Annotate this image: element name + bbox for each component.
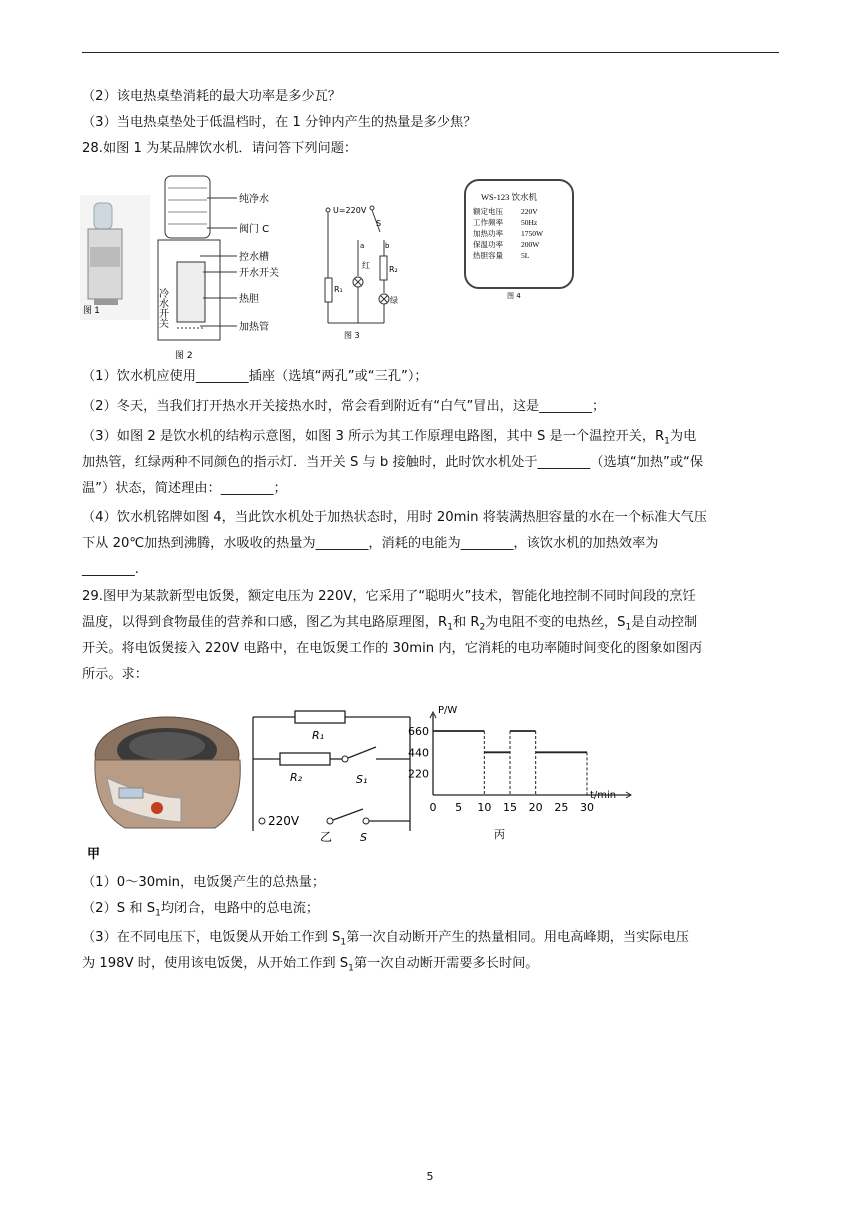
fig2-caption: 图 2 [175,351,193,361]
dispenser-circuit-diagram [322,198,407,343]
chart-caption: 丙 [494,828,505,841]
fig3-contact-a: a [360,242,365,250]
q28-part3-line3: 温”）状态，简述理由：________； [82,481,287,496]
q29-stem-line2: 温度，以得到食物最佳的营养和口感，图乙为其电路原理图，$R_1$和 $R_2$为电阻不变的电热丝，$S_1$是自动控制 [82,615,698,633]
nameplate-panel [463,178,575,300]
nameplate-value: 50Hz [521,218,538,227]
q28-part2: （2）冬天，当我们打开热水开关接热水时，常会看到附近有“白气”冒出，这是________； [82,399,606,414]
y-tick-label: 440 [408,746,429,760]
fig3-caption: 图 3 [344,331,360,340]
fig2-label-valve: 阀门 C [239,224,270,235]
fig2-label-heater: 热胆 [239,294,259,305]
yi-caption: 乙 [320,830,333,843]
yi-s: S [360,831,367,843]
q27-part2: （2）该电热桌垫消耗的最大功率是多少瓦？ [82,89,341,104]
chart-xlabel: t/min [590,790,617,801]
nameplate-value: 5L [521,251,530,260]
page-number: 5 [426,1170,434,1183]
q29-stem-line1: 29.图甲为某款新型电饭煲，额定电压为 220V，它采用了“聪明火”技术，智能化地控制不同时间段的烹饪 [82,589,696,604]
fig3-red: 红 [362,261,370,270]
q29-stem-line4: 所示。求： [82,667,148,682]
q28-part1: （1）饮水机应使用________插座（选填“两孔”或“三孔”）； [82,369,428,384]
q29-part2: （2）S 和 $S_1$均闭合，电路中的总电流； [82,901,320,919]
q29-stem-line3: 开关。将电饭煲接入 220V 电路中，在电饭煲工作的 30min 内，它消耗的电功率随时间变化的图象如图丙 [82,641,703,656]
nameplate-key: 工作频率 [473,218,503,227]
dispenser-structure-diagram [155,170,305,365]
fig2-label-water: 纯净水 [239,194,269,205]
x-tick-label: 10 [477,801,492,814]
q29-part3-line1: （3）在不同电压下，电饭煲从开始工作到 $S_1$第一次自动断开产生的热量相同。用电高峰期，当实际电压 [82,930,689,948]
nameplate-key: 加热功率 [473,229,503,238]
fig4-caption: 图 4 [507,292,521,300]
q28-part4-line2: 下从 20℃加热到沸腾，水吸收的热量为________，消耗的电能为________，该饮水机的加热效率为 [82,536,659,551]
q28-part3-line2: 加热管，红绿两种不同颜色的指示灯．当开关 S 与 b 接触时，此时饮水机处于________（选填“加热”或“保 [82,455,704,470]
nameplate-key: 热胆容量 [473,251,503,260]
fig3-switch: S [376,219,382,228]
x-tick-label: 0 [429,801,437,814]
q29-part1: （1）0～30min，电饭煲产生的总热量； [82,875,326,890]
fig3-r1: R₁ [334,285,343,294]
fig1-caption: 图 1 [83,305,100,315]
q28-part4-line3: ________. [82,562,139,577]
rice-cooker-photo [85,700,250,860]
y-tick-label: 660 [408,725,429,738]
x-tick-label: 20 [528,801,543,814]
nameplate-key: 保温功率 [473,240,503,249]
fig3-green: 绿 [390,296,398,305]
x-tick-label: 30 [580,801,594,814]
fig3-voltage: U=220V [333,206,367,215]
nameplate-value: 200W [521,240,540,249]
fig3-r2: R₂ [389,265,398,274]
fig2-label-hotswitch: 开水开关 [239,268,279,279]
yi-voltage: 220V [268,814,300,828]
chart-ylabel: P/W [438,705,458,716]
x-tick-label: 15 [503,801,517,814]
q27-part3: （3）当电热桌垫处于低温档时，在 1 分钟内产生的热量是多少焦？ [82,115,477,130]
fig2-side-label: 冷水开关 [156,288,168,328]
nameplate-title: WS-123 饮水机 [481,192,537,202]
y-tick-label: 220 [408,767,429,781]
fig-jia-label: 甲 [87,847,101,860]
yi-r2: R₂ [290,771,303,784]
power-time-chart [402,700,642,845]
water-dispenser-photo [80,195,150,320]
x-tick-label: 5 [455,801,463,814]
q28-part3-line1: （3）如图 2 是饮水机的结构示意图，如图 3 所示为其工作原理电路图，其中 S 是一个温控开关，$R_1$为电 [82,429,697,447]
fig2-label-tank: 控水槽 [239,252,269,263]
fig3-contact-b: b [385,242,390,250]
rice-cooker-circuit [250,703,420,843]
nameplate-value: 220V [521,207,538,216]
yi-r1: R₁ [312,729,325,742]
nameplate-value: 1750W [521,229,544,238]
yi-s1: S₁ [356,773,368,786]
q28-part4-line1: （4）饮水机铭牌如图 4，当此饮水机处于加热状态时，用时 20min 将装满热胆容量的水在一个标准大气压 [82,510,707,525]
q28-stem: 28.如图 1 为某品牌饮水机．请问答下列问题： [82,141,358,156]
header-rule [82,52,779,53]
x-tick-label: 25 [554,801,569,814]
nameplate-key: 额定电压 [473,207,503,216]
q29-part3-line2: 为 198V 时，使用该电饭煲，从开始工作到 $S_1$第一次自动断开需要多长时间。 [82,956,539,974]
fig2-label-pipe: 加热管 [239,322,269,333]
